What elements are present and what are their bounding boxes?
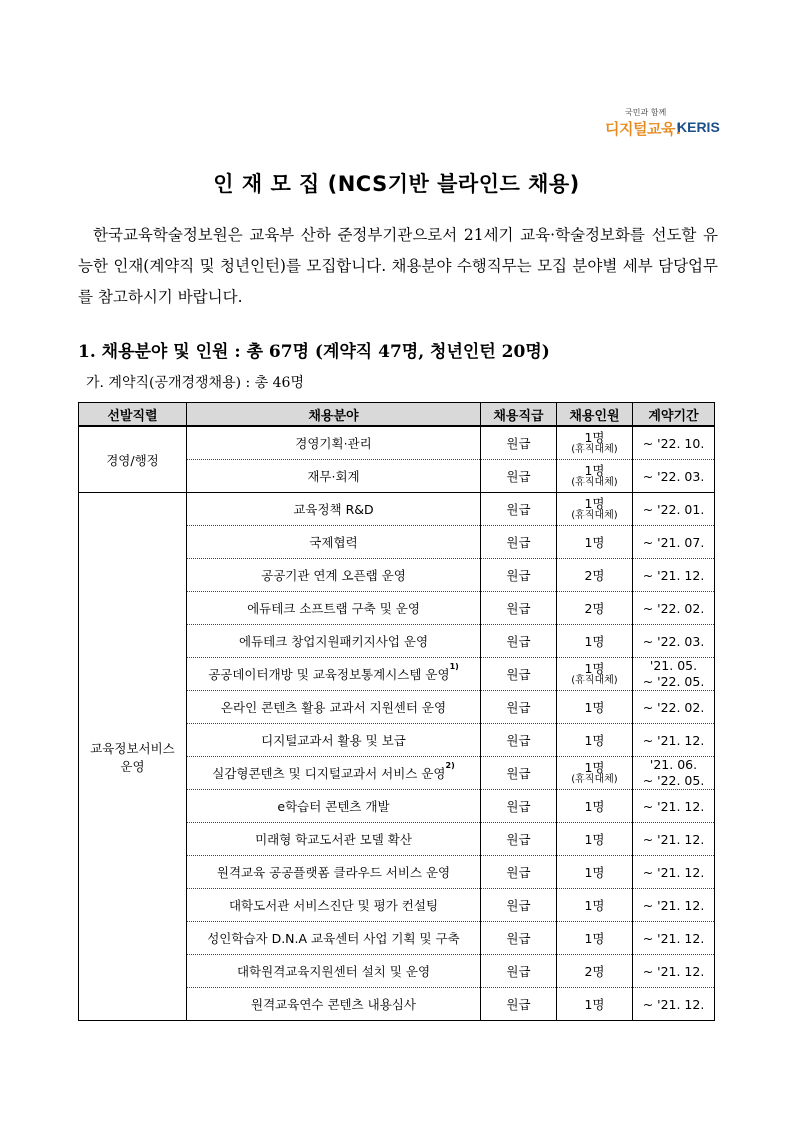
grade-cell: 원급 <box>481 757 557 790</box>
field-cell <box>187 988 481 1021</box>
count-cell <box>557 460 633 493</box>
period-cell: ~ '22. 03. <box>633 625 715 658</box>
header-selection-track: 선발직렬 <box>79 403 187 427</box>
field-text: e학습터 콘텐츠 개발 <box>277 799 390 814</box>
count-cell: 1명 <box>557 790 633 823</box>
field-text: 국제협력 <box>309 535 358 550</box>
field-cell <box>187 856 481 889</box>
table-row <box>79 493 715 526</box>
count-text: 1명 <box>584 660 605 676</box>
field-cell <box>187 823 481 856</box>
period-start: '21. 06. <box>649 757 698 772</box>
field-text: 대학원격교육지원센터 설치 및 운영 <box>236 964 431 979</box>
field-text: 공공기관 연계 오픈랩 운영 <box>261 568 406 583</box>
count-cell: 1명 <box>557 988 633 1021</box>
period-cell: ~ '21. 07. <box>633 526 715 559</box>
group-label-line2: 운영 <box>120 758 145 774</box>
grade-cell: 원급 <box>481 592 557 625</box>
count-text: 1명 <box>584 759 605 775</box>
group-name <box>79 426 187 493</box>
field-cell <box>187 790 481 823</box>
grade-cell: 원급 <box>481 823 557 856</box>
field-cell <box>187 559 481 592</box>
count-text: 1명 <box>584 462 605 478</box>
count-text: 1명 <box>584 429 605 445</box>
group-name <box>79 493 187 1021</box>
count-cell: 1명 <box>557 889 633 922</box>
header-count: 채용인원 <box>557 403 633 427</box>
field-cell <box>187 493 481 526</box>
field-cell <box>187 426 481 460</box>
field-text: 경영기획·관리 <box>295 436 372 451</box>
grade-cell: 원급 <box>481 988 557 1021</box>
page-title: 인 재 모 집 (NCS기반 블라인드 채용) <box>213 172 580 196</box>
field-text: 원격교육 공공플랫폼 클라우드 서비스 운영 <box>216 865 451 880</box>
grade-cell: 원급 <box>481 658 557 691</box>
period-cell: ~ '21. 12. <box>633 988 715 1021</box>
grade-cell: 원급 <box>481 493 557 526</box>
grade-cell: 원급 <box>481 724 557 757</box>
grade-cell: 원급 <box>481 856 557 889</box>
period-cell: ~ '21. 12. <box>633 559 715 592</box>
count-cell: 2명 <box>557 592 633 625</box>
field-text: 미래형 학교도서관 모델 확산 <box>255 832 412 847</box>
period-cell: ~ '21. 12. <box>633 724 715 757</box>
logo-tagline: 국민과 함께 <box>625 108 667 117</box>
grade-cell: 원급 <box>481 526 557 559</box>
field-cell <box>187 625 481 658</box>
count-text: 1명 <box>584 495 605 511</box>
period-cell <box>633 658 715 691</box>
group-label: 경영/행정 <box>106 452 159 468</box>
header-grade: 채용직급 <box>481 403 557 427</box>
keris-logo <box>605 107 725 147</box>
period-cell: ~ '22. 10. <box>633 426 715 460</box>
field-cell <box>187 691 481 724</box>
period-cell: ~ '21. 12. <box>633 889 715 922</box>
field-cell <box>187 658 481 691</box>
field-cell <box>187 922 481 955</box>
field-text: 재무·회계 <box>307 469 360 484</box>
field-cell <box>187 757 481 790</box>
field-cell <box>187 889 481 922</box>
recruitment-table <box>78 402 715 1021</box>
period-cell: ~ '21. 12. <box>633 823 715 856</box>
field-text: 에듀테크 소프트랩 구축 및 운영 <box>247 601 420 616</box>
period-cell: ~ '22. 03. <box>633 460 715 493</box>
count-cell: 1명 <box>557 922 633 955</box>
period-cell: ~ '22. 02. <box>633 691 715 724</box>
subsection-heading: 가. 계약직(공개경쟁채용) : 총 46명 <box>86 375 304 391</box>
count-cell <box>557 658 633 691</box>
count-cell: 1명 <box>557 856 633 889</box>
grade-cell: 원급 <box>481 625 557 658</box>
grade-cell: 원급 <box>481 691 557 724</box>
header-field: 채용분야 <box>187 403 481 427</box>
period-cell: ~ '22. 01. <box>633 493 715 526</box>
footnote-mark: 1) <box>449 662 459 671</box>
logo-slogan: 디지털교육! <box>605 120 682 138</box>
field-cell <box>187 526 481 559</box>
count-cell: 1명 <box>557 526 633 559</box>
count-note: (휴직대체) <box>571 674 618 686</box>
grade-cell: 원급 <box>481 460 557 493</box>
count-cell: 1명 <box>557 823 633 856</box>
logo-brand: KERIS <box>677 119 720 135</box>
period-cell <box>633 757 715 790</box>
section-heading: 1. 채용분야 및 인원 : 총 67명 (계약직 47명, 청년인턴 20명) <box>78 342 550 362</box>
footnote-mark: 2) <box>445 761 455 770</box>
period-end: ~ '22. 05. <box>642 674 705 689</box>
count-cell <box>557 493 633 526</box>
count-cell: 1명 <box>557 625 633 658</box>
grade-cell: 원급 <box>481 922 557 955</box>
field-text: 원격교육연수 콘텐츠 내용심사 <box>251 997 416 1012</box>
period-cell: ~ '21. 12. <box>633 955 715 988</box>
field-cell <box>187 592 481 625</box>
field-text: 대학도서관 서비스진단 및 평가 컨설팅 <box>228 898 439 913</box>
field-text: 공공데이터개방 및 교육정보통계시스템 운영 <box>208 667 450 682</box>
count-cell: 2명 <box>557 559 633 592</box>
field-text: 온라인 콘텐츠 활용 교과서 지원센터 운영 <box>220 700 447 715</box>
field-text: 교육정책 R&D <box>293 502 374 517</box>
grade-cell: 원급 <box>481 426 557 460</box>
period-cell: ~ '21. 12. <box>633 856 715 889</box>
period-cell: ~ '21. 12. <box>633 790 715 823</box>
count-cell: 1명 <box>557 724 633 757</box>
period-start: '21. 05. <box>649 658 698 673</box>
grade-cell: 원급 <box>481 889 557 922</box>
count-cell <box>557 757 633 790</box>
field-cell <box>187 460 481 493</box>
table-row <box>79 426 715 460</box>
field-cell <box>187 955 481 988</box>
field-text: 성인학습자 D.N.A 교육센터 사업 기획 및 구축 <box>207 931 460 946</box>
count-cell: 2명 <box>557 955 633 988</box>
period-cell: ~ '22. 02. <box>633 592 715 625</box>
count-note: (휴직대체) <box>571 773 618 785</box>
count-note: (휴직대체) <box>571 443 618 455</box>
count-note: (휴직대체) <box>571 509 618 521</box>
intro-paragraph: 한국교육학술정보원은 교육부 산하 준정부기관으로서 21세기 교육·학술정보화를 선도할 유능한 인재(계약직 및 청년인턴)를 모집합니다. 채용분야 수행직무는 모집 분야별 세부 담당업무를 참고하시기 바랍니다. <box>78 226 718 306</box>
period-end: ~ '22. 05. <box>642 773 705 788</box>
period-cell: ~ '21. 12. <box>633 922 715 955</box>
field-text: 실감형콘텐츠 및 디지털교과서 서비스 운영 <box>212 766 446 781</box>
table-header <box>79 403 715 427</box>
count-cell: 1명 <box>557 691 633 724</box>
field-text: 디지털교과서 활용 및 보급 <box>261 733 406 748</box>
field-text: 에듀테크 창업지원패키지사업 운영 <box>238 634 429 649</box>
grade-cell: 원급 <box>481 955 557 988</box>
grade-cell: 원급 <box>481 790 557 823</box>
field-cell <box>187 724 481 757</box>
count-cell <box>557 426 633 460</box>
count-note: (휴직대체) <box>571 476 618 488</box>
grade-cell: 원급 <box>481 559 557 592</box>
group-label-line1: 교육정보서비스 <box>90 740 175 756</box>
header-period: 계약기간 <box>633 403 715 427</box>
